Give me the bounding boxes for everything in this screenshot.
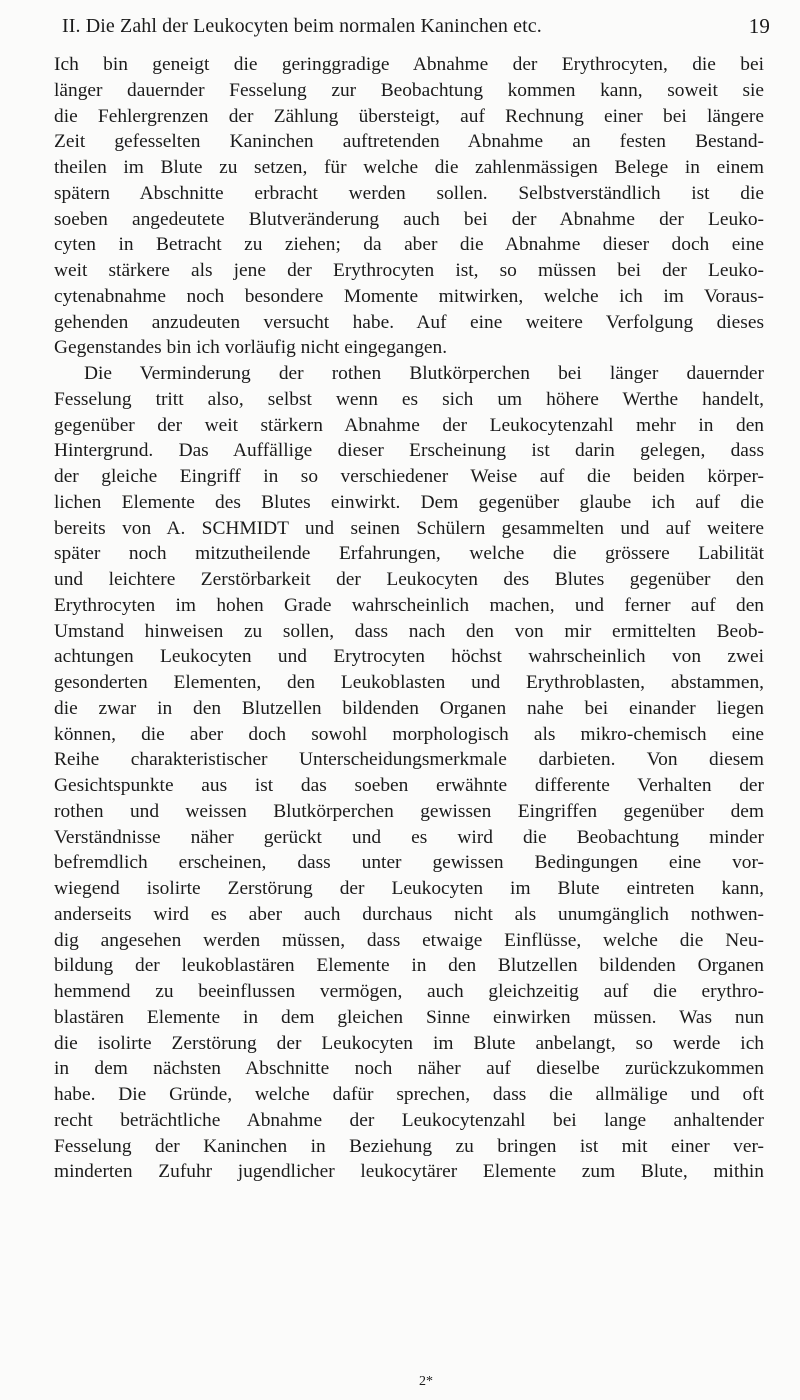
- text-line: recht beträchtliche Abnahme der Leukocytenzahl bei lange anhaltender: [54, 1109, 764, 1131]
- text-line: länger dauernder Fesselung zur Beobachtung kommen kann, soweit sie: [54, 79, 764, 101]
- text-line: cytenabnahme noch besondere Momente mitwirken, welche ich im Voraus-: [54, 285, 764, 307]
- text-line: Verständnisse näher gerückt und es wird die Beobachtung minder: [54, 826, 764, 848]
- text-line: wiegend isolirte Zerstörung der Leukocyten im Blute eintreten kann,: [54, 878, 764, 899]
- text-line: die isolirte Zerstörung der Leukocyten im Blute anbelangt, so werde ich: [54, 1032, 764, 1054]
- text-line: anderseits wird es aber auch durchaus nicht als unumgänglich nothwen-: [54, 903, 764, 925]
- text-line: die Fehlergrenzen der Zählung übersteigt, auf Rechnung einer bei längere: [54, 105, 764, 127]
- text-line: in dem nächsten Abschnitte noch näher auf dieselbe zurückzukommen: [54, 1058, 764, 1080]
- text-line: dig angesehen werden müssen, dass etwaige Einflüsse, welche die Neu-: [54, 929, 764, 951]
- text-line: spätern Abschnitte erbracht werden sollen. Selbstverständlich ist die: [54, 182, 764, 204]
- text-line: und leichtere Zerstörbarkeit der Leukocyten des Blutes gegenüber den: [54, 569, 764, 590]
- text-line: Umstand hinweisen zu sollen, dass nach den von mir ermittelten Beob-: [54, 620, 764, 642]
- text-line: der gleiche Eingriff in so verschiedener Weise auf die beiden körper-: [54, 466, 764, 487]
- text-line: Erythrocyten im hohen Grade wahrscheinlich machen, und ferner auf den: [54, 594, 764, 616]
- text-line: gegenüber der weit stärkern Abnahme der Leukocytenzahl mehr in den: [54, 414, 764, 436]
- text-line: Fesselung der Kaninchen in Beziehung zu bringen ist mit einer ver-: [54, 1135, 764, 1157]
- running-head: [52, 12, 770, 40]
- text-line: Hintergrund. Das Auffällige dieser Erscheinung ist darin gelegen, dass: [54, 440, 764, 462]
- body-text: [54, 52, 764, 1185]
- text-line: hemmend zu beeinflussen vermögen, auch gleichzeitig auf die erythro-: [54, 981, 764, 1002]
- text-line: habe. Die Gründe, welche dafür sprechen, dass die allmälige und oft: [54, 1084, 764, 1105]
- text-line: gehenden anzudeuten versucht habe. Auf eine weitere Verfolgung dieses: [54, 311, 764, 333]
- text-line: bildung der leukoblastären Elemente in den Blutzellen bildenden Organen: [54, 955, 764, 977]
- text-line: Reihe charakteristischer Unterscheidungsmerkmale darbieten. Von diesem: [54, 749, 764, 771]
- text-line: achtungen Leukocyten und Erytrocyten höchst wahrscheinlich von zwei: [54, 646, 764, 668]
- text-line: die zwar in den Blutzellen bildenden Organen nahe bei einander liegen: [54, 697, 764, 719]
- text-line: blastären Elemente in dem gleichen Sinne einwirken müssen. Was nun: [54, 1006, 764, 1028]
- text-line: Ich bin geneigt die geringgradige Abnahme der Erythrocyten, die bei: [54, 54, 764, 75]
- text-line: später noch mitzutheilende Erfahrungen, welche die grössere Labilität: [54, 543, 764, 565]
- page-number: 19: [748, 14, 770, 38]
- text-line: Die Verminderung der rothen Blutkörperchen bei länger dauernder: [84, 363, 764, 384]
- text-line: weit stärkere als jene der Erythrocyten ist, so müssen bei der Leuko-: [54, 260, 764, 281]
- text-line: gesonderten Elementen, den Leukoblasten und Erythroblasten, abstammen,: [54, 672, 764, 693]
- text-line: können, die aber doch sowohl morphologisch als mikro-chemisch eine: [54, 723, 764, 745]
- text-line: Fesselung tritt also, selbst wenn es sich um höhere Werthe handelt,: [54, 388, 764, 410]
- text-line: minderten Zufuhr jugendlicher leukocytärer Elemente zum Blute, mithin: [54, 1161, 764, 1183]
- text-line: theilen im Blute zu setzen, für welche die zahlenmässigen Belege in einem: [54, 157, 764, 178]
- text-line: Gesichtspunkte aus ist das soeben erwähnte differente Verhalten der: [54, 775, 764, 796]
- text-line: cyten in Betracht zu ziehen; da aber die Abnahme dieser doch eine: [54, 234, 764, 256]
- text-line: soeben angedeutete Blutveränderung auch bei der Abnahme der Leuko-: [54, 208, 764, 230]
- text-line: Zeit gefesselten Kaninchen auftretenden Abnahme an festen Bestand-: [54, 131, 764, 153]
- text-line: lichen Elemente des Blutes einwirkt. Dem gegenüber glaube ich auf die: [54, 491, 764, 513]
- text-line: befremdlich erscheinen, dass unter gewissen Bedingungen eine vor-: [54, 852, 764, 874]
- text-line: rothen und weissen Blutkörperchen gewissen Eingriffen gegenüber dem: [54, 800, 764, 822]
- running-title: II. Die Zahl der Leukocyten beim normalen Kaninchen etc.: [62, 15, 542, 37]
- text-line: bereits von A. SCHMIDT und seinen Schülern gesammelten und auf weitere: [54, 517, 764, 539]
- text-line: Gegenstandes bin ich vorläufig nicht eingegangen.: [54, 337, 448, 359]
- signature-mark: 2*: [419, 1374, 433, 1389]
